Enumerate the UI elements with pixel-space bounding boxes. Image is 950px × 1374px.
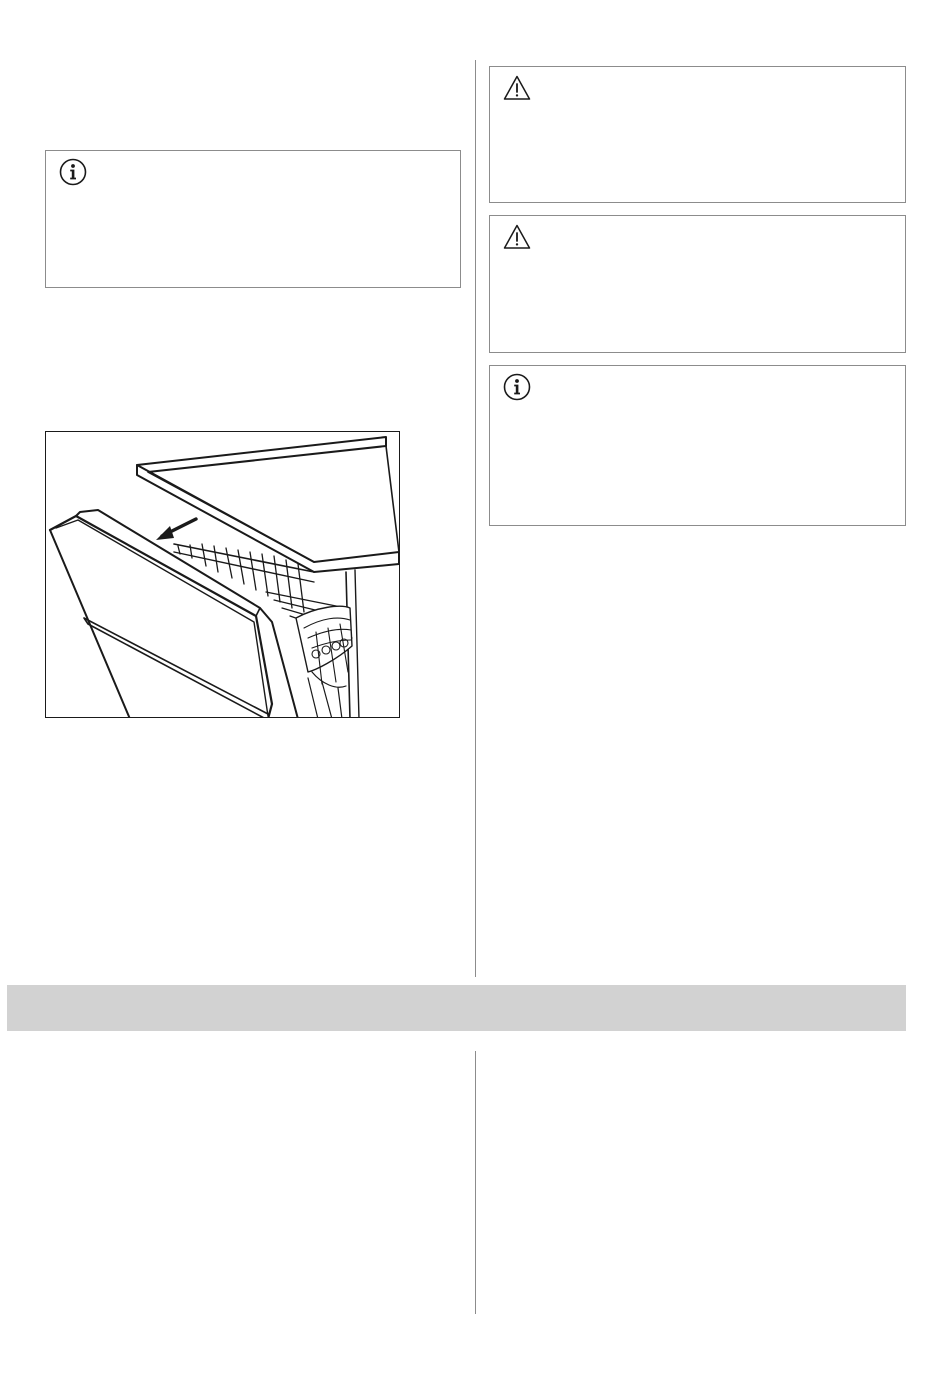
info-icon: [502, 372, 532, 402]
info-notice-right: [489, 365, 906, 526]
warning-icon: [502, 73, 532, 103]
section-heading-band: [7, 985, 906, 1031]
arrow-left-icon: [156, 526, 174, 540]
upper-column-divider: [475, 60, 476, 977]
info-icon: [58, 157, 88, 187]
warning-icon: [502, 222, 532, 252]
info-notice-left: [45, 150, 461, 288]
dishwasher-drawing: [46, 432, 400, 718]
warning-notice-1: [489, 66, 906, 203]
warning-notice-2: [489, 215, 906, 353]
dishwasher-basket-illustration: [45, 431, 400, 718]
lower-column-divider: [475, 1051, 476, 1314]
